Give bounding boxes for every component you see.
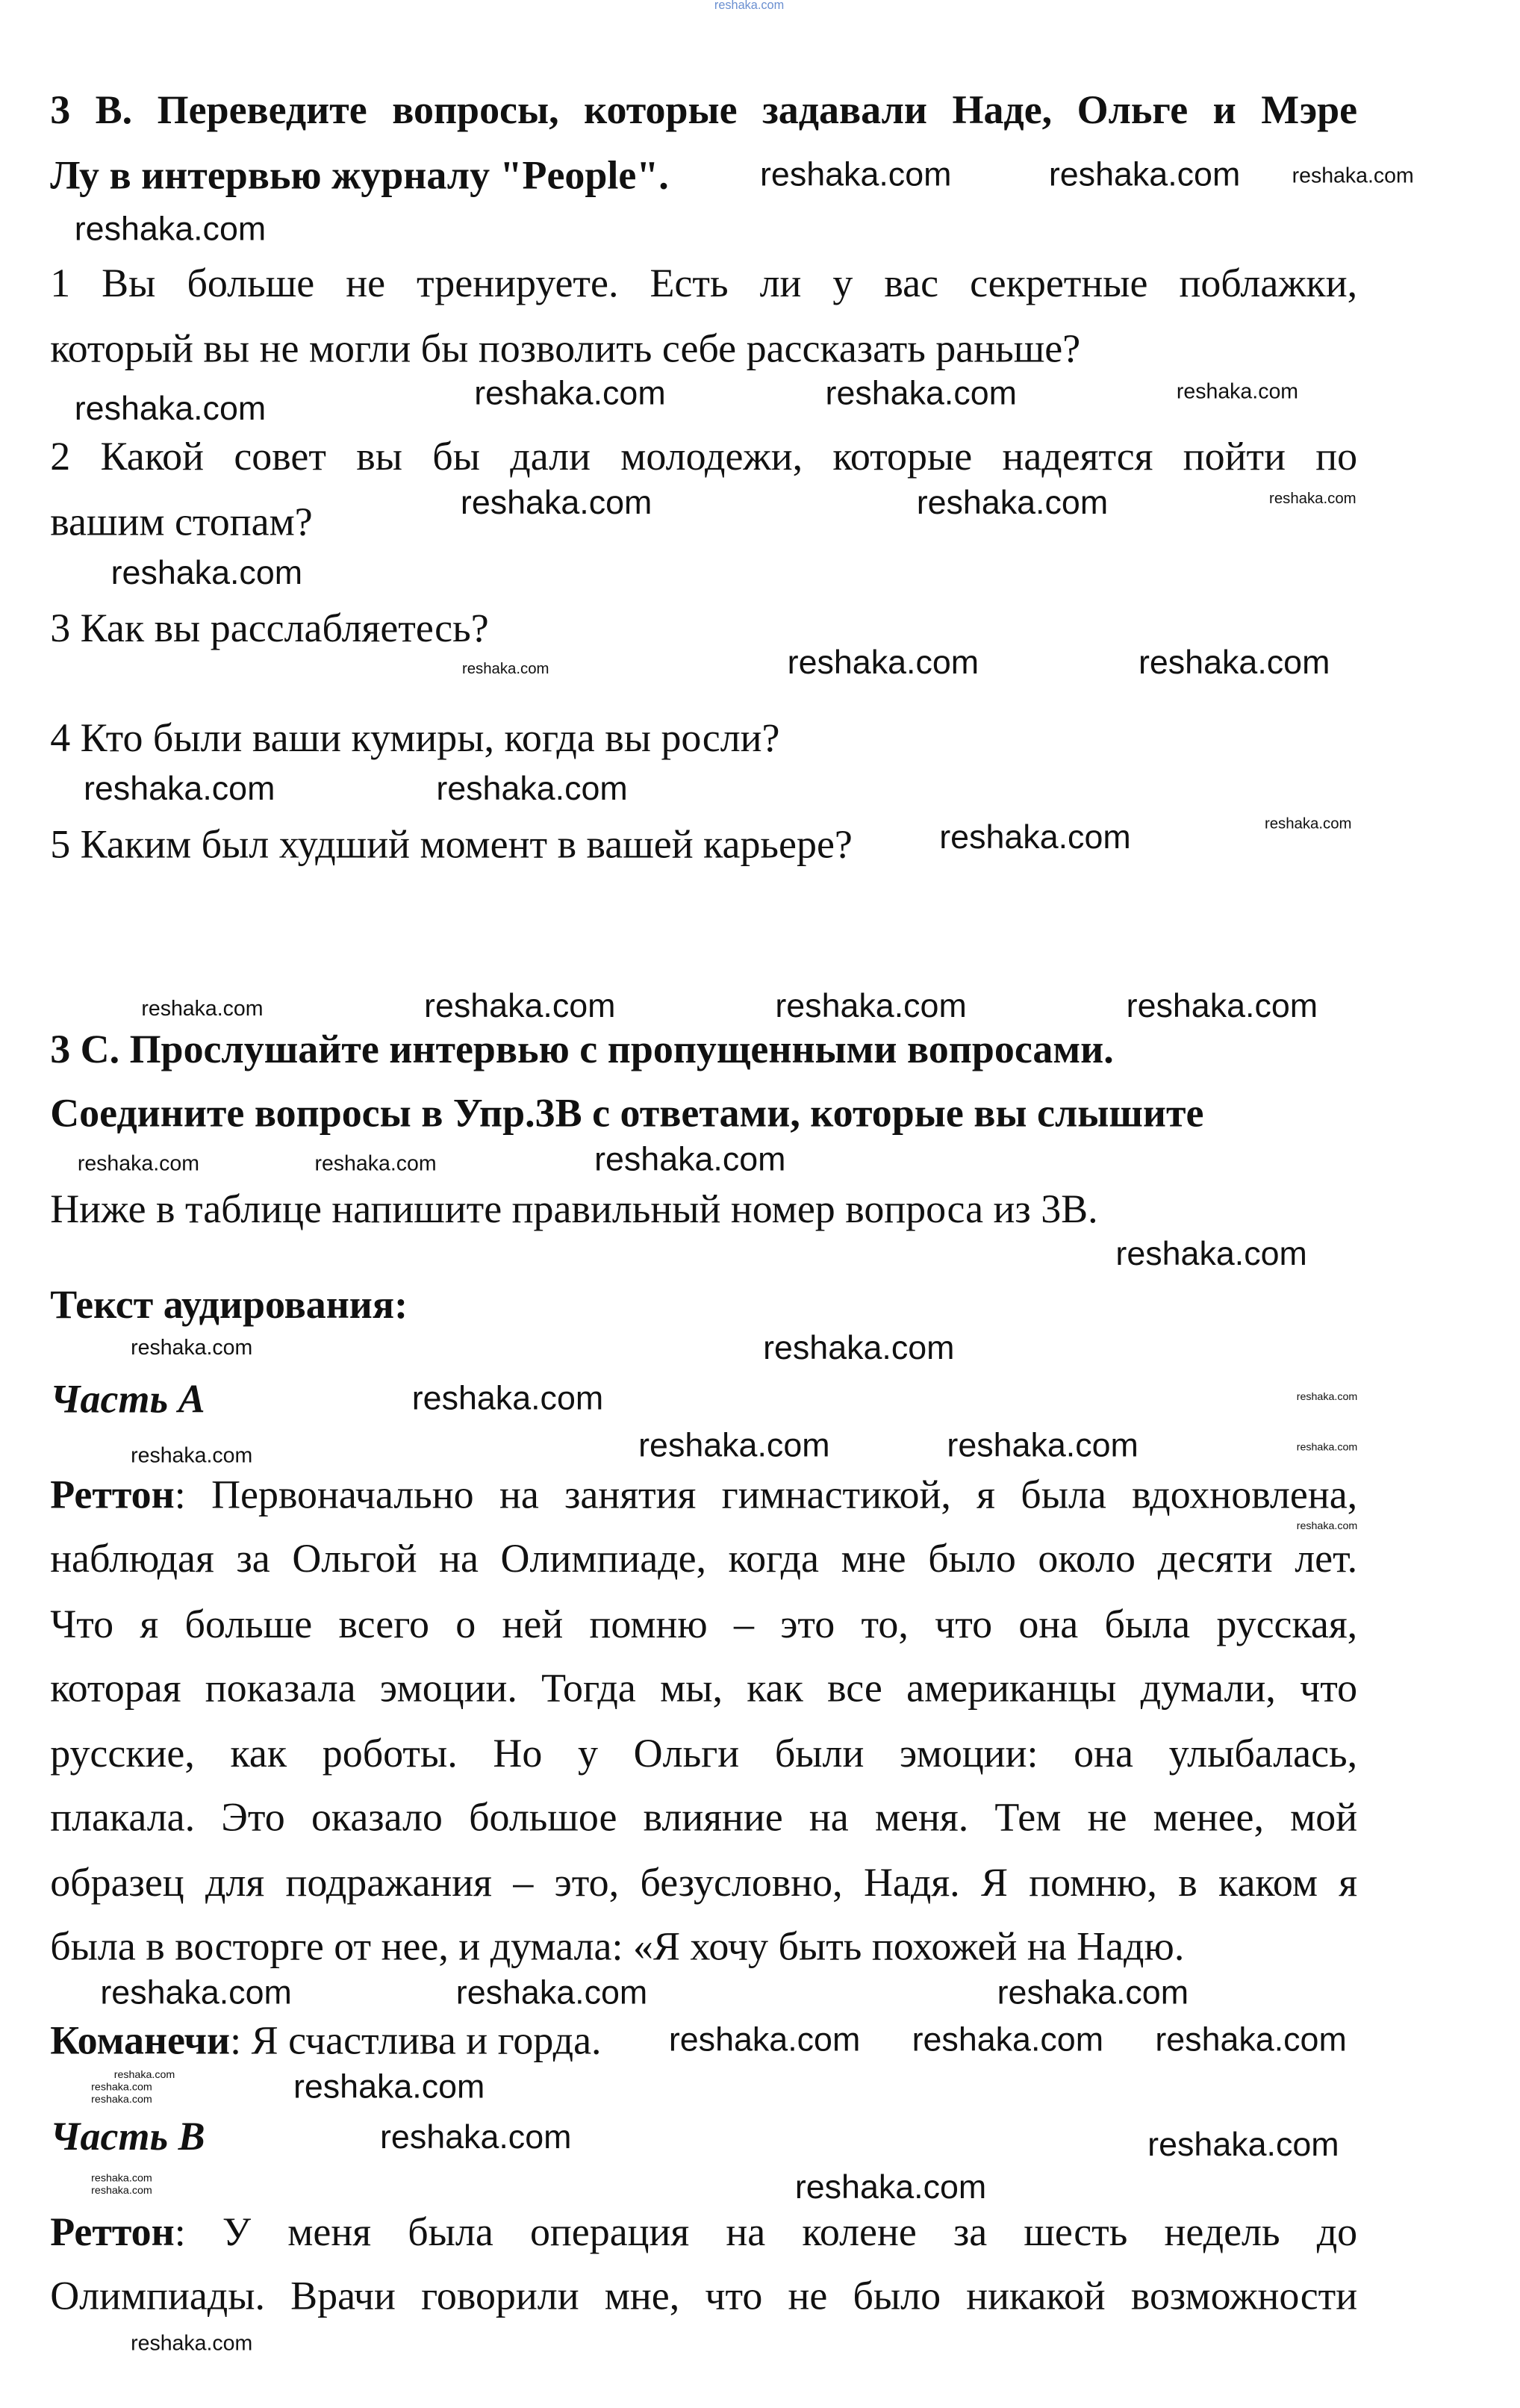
paragraph-line: была в восторге от нее, и думала: «Я хочу быть похожей на Надю.	[50, 1923, 1185, 1969]
listening-heading: Текст аудирования:	[50, 1281, 408, 1328]
text: : У меня была операция на колене за шесть недель до	[174, 2209, 1358, 2255]
watermark: reshaka.com	[714, 0, 785, 13]
watermark: reshaka.com	[1048, 155, 1241, 193]
watermark: reshaka.com	[110, 553, 303, 592]
speaker-label: Реттон	[50, 1471, 175, 1517]
watermark: reshaka.com	[1264, 816, 1352, 833]
question-5: 5 Каким был худший момент в вашей карьере?	[50, 821, 853, 867]
watermark: reshaka.com	[1292, 162, 1414, 187]
watermark: reshaka.com	[787, 643, 979, 682]
paragraph-line: Что я больше всего о ней помню – это то, что она была русская,	[50, 1600, 1358, 1646]
paragraph-line: Олимпиады. Врачи говорили мне, что не было никакой возможности	[50, 2272, 1358, 2318]
watermark: reshaka.com	[794, 2168, 987, 2206]
paragraph-line: плакала. Это оказало большое влияние на меня. Тем не менее, мой	[50, 1793, 1358, 1840]
watermark: reshaka.com	[1176, 378, 1299, 403]
speaker-label: Реттон	[50, 2209, 175, 2255]
watermark: reshaka.com	[1296, 1443, 1358, 1454]
question-2: 2 Какой совет вы бы дали молодежи, которые надеятся пойти по	[50, 433, 1358, 479]
watermark: reshaka.com	[997, 1973, 1189, 2012]
watermark: reshaka.com	[436, 769, 628, 808]
watermark: reshaka.com	[1138, 643, 1330, 682]
watermark: reshaka.com	[461, 661, 549, 679]
watermark: reshaka.com	[460, 483, 652, 522]
watermark: reshaka.com	[91, 2185, 152, 2197]
watermark: reshaka.com	[131, 1443, 253, 1467]
watermark: reshaka.com	[668, 2020, 861, 2059]
watermark: reshaka.com	[1115, 1234, 1307, 1273]
watermark: reshaka.com	[1155, 2020, 1347, 2059]
part-a-heading: Часть А	[50, 1375, 205, 1422]
exercise-3c-title: 3 C. Прослушайте интервью с пропущенными вопросами.	[50, 1026, 1114, 1072]
retton-paragraph	[50, 1470, 1357, 1519]
comaneci-paragraph	[50, 2016, 601, 2065]
watermark: reshaka.com	[424, 986, 616, 1025]
watermark: reshaka.com	[1147, 2125, 1339, 2164]
watermark: reshaka.com	[83, 769, 275, 808]
watermark: reshaka.com	[131, 1334, 253, 1360]
paragraph-line: русские, как роботы. Но у Ольги были эмоции: она улыбалась,	[50, 1729, 1358, 1776]
watermark: reshaka.com	[314, 1151, 437, 1175]
question-1: 1 Вы больше не тренируете. Есть ли у вас секретные поблажки,	[50, 260, 1358, 306]
retton-paragraph	[50, 2207, 1357, 2256]
watermark: reshaka.com	[91, 2174, 152, 2185]
exercise-3c-title: Соедините вопросы в Упр.3B с ответами, которые вы слышите	[50, 1089, 1204, 1136]
paragraph-line: образец для подражания – это, безусловно, Надя. Я помню, в каком я	[50, 1859, 1358, 1905]
watermark: reshaka.com	[1296, 1392, 1358, 1404]
watermark: reshaka.com	[775, 986, 967, 1025]
watermark: reshaka.com	[474, 373, 666, 412]
text: : Первоначально на занятия гимнастикой, я была вдохновлена,	[174, 1471, 1358, 1517]
watermark: reshaka.com	[916, 483, 1109, 522]
watermark: reshaka.com	[1296, 1522, 1358, 1533]
watermark: reshaka.com	[380, 2118, 572, 2156]
watermark: reshaka.com	[91, 2094, 152, 2106]
speaker-label: Команечи	[50, 2017, 231, 2063]
watermark: reshaka.com	[939, 818, 1131, 856]
watermark: reshaka.com	[141, 995, 264, 1021]
question-4: 4 Кто были ваши кумиры, когда вы росли?	[50, 714, 780, 760]
watermark: reshaka.com	[594, 1140, 786, 1178]
watermark: reshaka.com	[638, 1425, 830, 1464]
watermark: reshaka.com	[91, 2082, 152, 2094]
watermark: reshaka.com	[912, 2020, 1104, 2059]
text: : Я счастлива и горда.	[230, 2017, 602, 2063]
watermark: reshaka.com	[760, 155, 952, 193]
watermark: reshaka.com	[74, 389, 267, 428]
watermark: reshaka.com	[1126, 986, 1318, 1025]
watermark: reshaka.com	[131, 2330, 253, 2355]
watermark: reshaka.com	[77, 1151, 200, 1175]
instruction: Ниже в таблице напишите правильный номер вопроса из 3B.	[50, 1186, 1098, 1232]
watermark: reshaka.com	[455, 1973, 648, 2012]
watermark: reshaka.com	[763, 1328, 955, 1367]
watermark: reshaka.com	[293, 2067, 485, 2106]
watermark: reshaka.com	[100, 1973, 292, 2012]
paragraph-line: наблюдая за Ольгой на Олимпиаде, когда мне было около десяти лет.	[50, 1535, 1358, 1581]
watermark: reshaka.com	[947, 1425, 1139, 1464]
exercise-3b-title: Лу в интервью журналу "People".	[50, 152, 669, 198]
part-b-heading: Часть В	[50, 2113, 205, 2159]
watermark: reshaka.com	[74, 209, 267, 248]
paragraph-line: которая показала эмоции. Тогда мы, как все американцы думали, что	[50, 1664, 1358, 1711]
watermark: reshaka.com	[825, 373, 1017, 412]
watermark: reshaka.com	[1269, 491, 1357, 508]
question-2: вашим стопам?	[50, 498, 313, 544]
watermark: reshaka.com	[411, 1378, 604, 1417]
question-3: 3 Как вы расслабляетесь?	[50, 605, 489, 651]
exercise-3b-title: 3 B. Переведите вопросы, которые задавали Наде, Ольге и Мэре	[50, 87, 1358, 133]
watermark: reshaka.com	[113, 2071, 175, 2082]
question-1: который вы не могли бы позволить себе рассказать раньше?	[50, 325, 1081, 371]
